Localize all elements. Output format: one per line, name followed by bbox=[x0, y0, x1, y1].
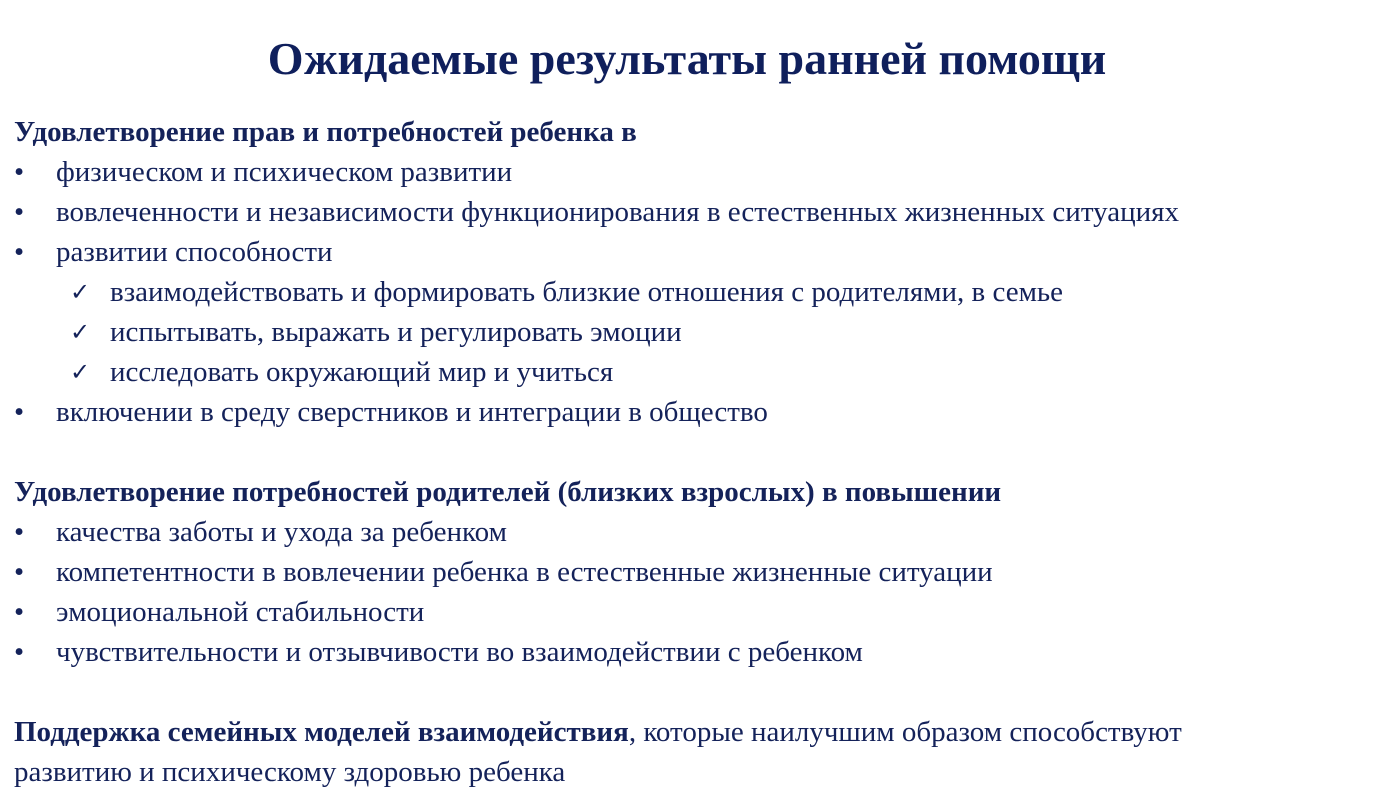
list-item bbox=[14, 512, 1364, 552]
list-item-text: вовлеченности и независимости функционирования в естественных жизненных ситуациях bbox=[56, 196, 1179, 228]
section3-text: , которые наилучшим образом способствуют bbox=[628, 716, 1182, 748]
slide-content bbox=[14, 112, 1364, 792]
bullet-icon: • bbox=[14, 596, 25, 628]
list-item-text: физическом и психическом развитии bbox=[56, 156, 513, 188]
section3-paragraph bbox=[14, 712, 1364, 792]
checkmark-icon: ✓ bbox=[70, 278, 91, 306]
sub-list-item-text: исследовать окружающий мир и учиться bbox=[110, 356, 614, 388]
sub-list-item bbox=[14, 352, 1364, 392]
bullet-icon: • bbox=[14, 236, 25, 268]
checkmark-icon: ✓ bbox=[70, 358, 91, 386]
list-item-text: качества заботы и ухода за ребенком bbox=[56, 516, 507, 548]
bullet-icon: • bbox=[14, 156, 25, 188]
bullet-icon: • bbox=[14, 556, 25, 588]
list-item bbox=[14, 152, 1364, 192]
spacer bbox=[14, 672, 1364, 712]
spacer bbox=[14, 432, 1364, 472]
paragraph-line bbox=[14, 712, 1364, 752]
section3-bold-text: Поддержка семейных моделей взаимодействия bbox=[14, 716, 629, 748]
list-item bbox=[14, 232, 1364, 272]
section3-text-line2: развитию и психическому здоровью ребенка bbox=[14, 756, 566, 788]
bullet-icon: • bbox=[14, 196, 25, 228]
section1-heading: Удовлетворение прав и потребностей ребенка в bbox=[14, 116, 637, 148]
list-item-text: развитии способности bbox=[56, 236, 333, 268]
bullet-icon: • bbox=[14, 396, 25, 428]
list-item-text: включении в среду сверстников и интеграции в общество bbox=[56, 396, 768, 428]
list-item bbox=[14, 552, 1364, 592]
sub-list-item-text: взаимодействовать и формировать близкие отношения с родителями, в семье bbox=[110, 276, 1064, 308]
section2-heading: Удовлетворение потребностей родителей (близких взрослых) в повышении bbox=[14, 476, 1002, 508]
list-item bbox=[14, 632, 1364, 672]
sub-list-item bbox=[14, 312, 1364, 352]
checkmark-icon: ✓ bbox=[70, 318, 91, 346]
list-item bbox=[14, 592, 1364, 632]
sub-list-item bbox=[14, 272, 1364, 312]
sub-list-item-text: испытывать, выражать и регулировать эмоции bbox=[110, 316, 682, 348]
bullet-icon: • bbox=[14, 516, 25, 548]
slide-title: Ожидаемые результаты ранней помощи bbox=[267, 33, 1107, 84]
list-item-text: компетентности в вовлечении ребенка в естественные жизненные ситуации bbox=[56, 556, 993, 588]
list-item bbox=[14, 392, 1364, 432]
paragraph-line bbox=[14, 752, 1364, 792]
list-item-text: эмоциональной стабильности bbox=[56, 596, 425, 628]
list-item bbox=[14, 192, 1364, 232]
list-item-text: чувствительности и отзывчивости во взаимодействии с ребенком bbox=[56, 636, 863, 668]
bullet-icon: • bbox=[14, 636, 25, 668]
